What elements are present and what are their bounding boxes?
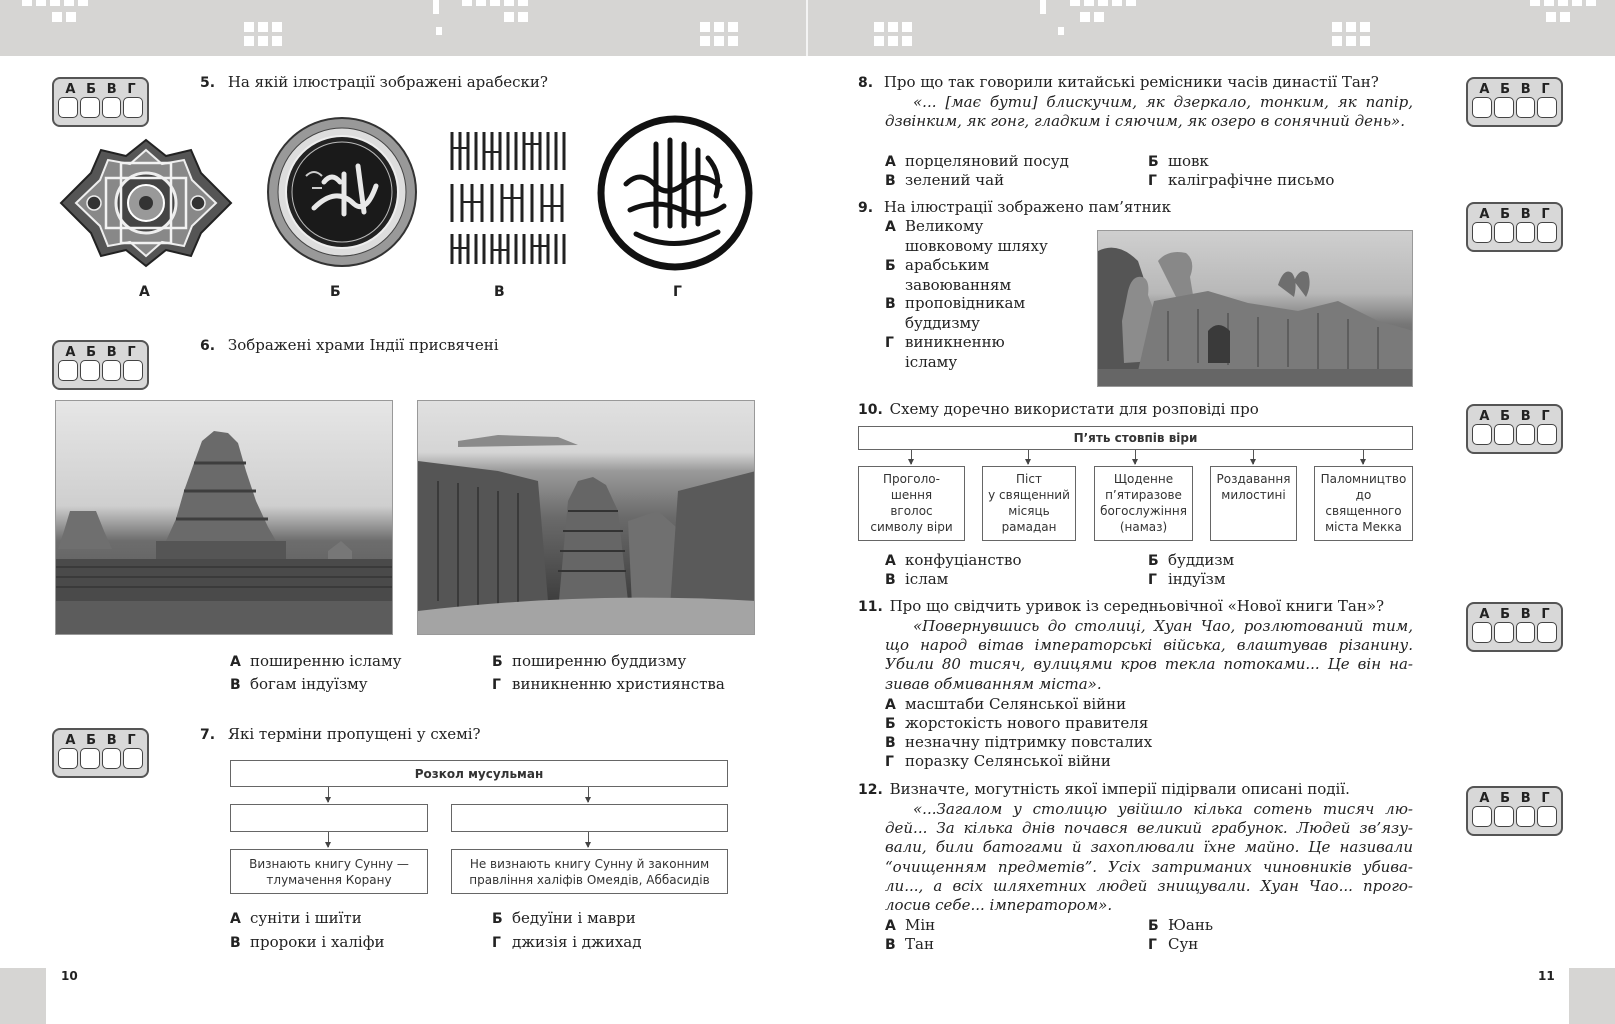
question-6: [200, 336, 499, 356]
answer-letter: Г: [1541, 607, 1550, 622]
scheme-right-description: Не визнають книгу Сунну й законним правління халіфів Омеядів, Аббасидів: [451, 849, 728, 894]
option-letter: Б: [1148, 154, 1159, 170]
q10-option-g[interactable]: [1148, 570, 1226, 590]
answer-letter: А: [1479, 607, 1490, 622]
option-text: індуїзм: [1168, 570, 1226, 588]
q7-option-g[interactable]: [492, 933, 641, 953]
answer-cell-v[interactable]: [102, 360, 122, 381]
option-text: іслам: [905, 570, 949, 588]
q9-option-a[interactable]: [885, 217, 1048, 257]
answer-box-q12[interactable]: [1466, 786, 1563, 836]
answer-box-q7[interactable]: [52, 728, 149, 778]
arrow-down-icon: [1363, 450, 1364, 464]
option-letter: В: [885, 937, 896, 953]
answer-letter: Б: [86, 82, 97, 97]
option-text: Юань: [1168, 916, 1214, 934]
q6-option-b[interactable]: [492, 652, 686, 672]
arrow-down-icon: [1253, 450, 1254, 464]
option-text: конфуціанство: [905, 551, 1022, 569]
pillar-text-line: (намаз): [1119, 520, 1168, 534]
rock-cut-temple-silhouette: [418, 401, 755, 635]
arrow-down-icon: [1135, 450, 1136, 464]
pillar-text-line: до: [1355, 488, 1372, 502]
slavic-ligature-script-image: [448, 122, 570, 268]
answer-letter: А: [1479, 409, 1490, 424]
q8-option-b[interactable]: [1148, 152, 1209, 172]
q6-option-v[interactable]: [230, 675, 368, 695]
arabesque-ornament-image: [56, 138, 236, 268]
q6-option-g[interactable]: [492, 675, 725, 695]
option-letter: В: [230, 677, 241, 693]
answer-cell-b[interactable]: [80, 97, 100, 118]
question-number: 8.: [858, 75, 874, 91]
q11-option-g[interactable]: [885, 752, 1111, 772]
scheme-blank-right: [451, 804, 728, 832]
answer-cell-b[interactable]: [1494, 622, 1514, 643]
temple-photo-gopuram: [55, 400, 393, 635]
question-7: [200, 725, 481, 745]
option-text: зелений чай: [905, 171, 1005, 189]
option-text: шовк: [1168, 152, 1209, 170]
scheme-left-description: Визнають книгу Сунну — тлумачення Корану: [230, 849, 428, 894]
answer-letter: А: [1479, 207, 1490, 222]
pillar-text-line: Піст: [1016, 472, 1042, 486]
pillar-text-line: богослужіння: [1100, 504, 1187, 518]
option-text: шовковому шляху: [905, 237, 1048, 256]
answer-cell-b[interactable]: [1494, 97, 1514, 118]
arrow-down-icon: [1028, 450, 1029, 464]
answer-box-q5[interactable]: [52, 77, 149, 127]
question-number: 7.: [200, 727, 216, 743]
pillar-text-line: рамадан: [1001, 520, 1057, 534]
option-letter: В: [885, 296, 896, 312]
header-dot-pattern: [1080, 12, 1104, 22]
q11-option-v[interactable]: [885, 733, 1152, 753]
header-dot-pattern: [462, 0, 528, 6]
arrow-down-icon: [328, 787, 329, 802]
calligraphy-medallion-image: [266, 116, 418, 268]
answer-letter: А: [65, 733, 76, 748]
answer-letter: Б: [1500, 207, 1511, 222]
image-label-g: Г: [673, 284, 682, 300]
answer-box-q6[interactable]: [52, 340, 149, 390]
answer-letter: Г: [127, 733, 136, 748]
page-header-band-right: [808, 0, 1615, 56]
option-text: каліграфічне письмо: [1168, 171, 1335, 189]
q11-option-b[interactable]: [885, 714, 1148, 734]
question-11: [858, 597, 1413, 617]
option-text: Сун: [1168, 935, 1199, 953]
question-text: Визначте, могутність якої імперії підірвали описані події.: [889, 780, 1350, 798]
option-letter: Г: [492, 935, 501, 951]
answer-cell-g[interactable]: [1537, 97, 1557, 118]
question-number: 12.: [858, 782, 883, 798]
question-9: [858, 198, 1171, 218]
question-8: [858, 73, 1413, 93]
answer-cell-a[interactable]: [58, 360, 78, 381]
header-dot-pattern: [1040, 0, 1046, 14]
answer-cell-b[interactable]: [1494, 806, 1514, 827]
option-letter: Б: [492, 911, 503, 927]
footer-tab-left: [0, 968, 46, 1024]
footer-tab-right: [1569, 968, 1615, 1024]
answer-cell-v[interactable]: [102, 97, 122, 118]
option-text: поширенню ісламу: [250, 652, 402, 670]
q12-option-a[interactable]: [885, 916, 935, 936]
answer-box-q8[interactable]: [1466, 77, 1563, 127]
answer-box-q9[interactable]: [1466, 202, 1563, 252]
answer-letter: А: [65, 345, 76, 360]
image-label-a: А: [139, 284, 150, 300]
pillar-text-line: Проголо-: [883, 472, 940, 486]
q11-option-a[interactable]: [885, 695, 1126, 715]
answer-letter: В: [1520, 207, 1531, 222]
answer-letter: Б: [1500, 82, 1511, 97]
pillar-text-line: вголос: [890, 504, 933, 518]
option-text: богам індуїзму: [250, 675, 368, 693]
answer-letter: Б: [1500, 791, 1511, 806]
option-text: виникненню християнства: [512, 675, 725, 693]
answer-letter: А: [1479, 791, 1490, 806]
option-letter: Г: [1148, 572, 1157, 588]
answer-cell-a[interactable]: [1472, 806, 1492, 827]
q8-option-a[interactable]: [885, 152, 1069, 172]
option-letter: Б: [885, 716, 896, 732]
option-text: виникненню: [905, 333, 1005, 351]
question-text: Про що свідчить уривок із середньовічної «Нової книги Тан»?: [889, 597, 1385, 615]
option-letter: А: [885, 553, 896, 569]
header-dot-pattern: [22, 0, 88, 6]
option-letter: Г: [885, 335, 894, 351]
pillar-text-line: символу віри: [870, 520, 953, 534]
q9-option-b[interactable]: [885, 256, 1011, 296]
silk-road-monument-photo: [1097, 230, 1413, 387]
question-text: На якій ілюстрації зображені арабески?: [227, 73, 548, 91]
arrow-down-icon: [588, 832, 589, 847]
answer-cell-v[interactable]: [1516, 222, 1536, 243]
option-letter: А: [230, 911, 241, 927]
option-text: поразку Селянської війни: [905, 752, 1111, 770]
option-letter: А: [230, 654, 241, 670]
answer-cell-v[interactable]: [1516, 97, 1536, 118]
answer-cell-b[interactable]: [80, 360, 100, 381]
question-number: 10.: [858, 402, 883, 418]
answer-letter: Б: [86, 345, 97, 360]
answer-cell-b[interactable]: [1494, 222, 1514, 243]
answer-letter: В: [1520, 409, 1531, 424]
pillar-text-line: шення: [890, 488, 933, 502]
answer-cell-b[interactable]: [80, 748, 100, 769]
question-12: [858, 780, 1413, 800]
answer-cell-a[interactable]: [1472, 622, 1492, 643]
answer-cell-g[interactable]: [1537, 806, 1557, 827]
answer-cell-g[interactable]: [123, 748, 143, 769]
arrow-down-icon: [328, 832, 329, 847]
q10-option-v[interactable]: [885, 570, 948, 590]
answer-letter: Г: [127, 345, 136, 360]
pillar-box-zakat: [1210, 466, 1297, 541]
pillar-text-line: п’ятиразове: [1105, 488, 1182, 502]
answer-cell-a[interactable]: [1472, 97, 1492, 118]
q8-option-v[interactable]: [885, 171, 1004, 191]
pillar-box-sawm: [982, 466, 1076, 541]
arrow-down-icon: [911, 450, 912, 464]
option-letter: В: [885, 173, 896, 189]
question-number: 6.: [200, 338, 216, 354]
q7-option-v[interactable]: [230, 933, 384, 953]
question-text: Про що так говорили китайські ремісники часів династії Тан?: [883, 73, 1379, 91]
pillar-box-salat: [1094, 466, 1193, 541]
option-letter: Б: [492, 654, 503, 670]
page-number-right: 11: [1538, 969, 1555, 983]
pillar-text-line: милостині: [1221, 488, 1286, 502]
book-spine: [806, 0, 808, 56]
answer-letter: В: [1520, 607, 1531, 622]
answer-letter: А: [65, 82, 76, 97]
answer-cell-v[interactable]: [1516, 622, 1536, 643]
answer-letter: Г: [1541, 409, 1550, 424]
option-text: ісламу: [905, 353, 958, 372]
answer-cell-g[interactable]: [1537, 222, 1557, 243]
option-text: завоюванням: [905, 276, 1012, 295]
q10-option-a[interactable]: [885, 551, 1022, 571]
question-text: Зображені храми Індії присвячені: [227, 336, 499, 354]
option-text: Мін: [905, 916, 936, 934]
pillar-box-shahada: [858, 466, 965, 541]
header-dot-pattern: [1332, 22, 1370, 46]
option-letter: А: [885, 697, 896, 713]
option-text: буддизм: [1168, 551, 1235, 569]
option-text: пророки і халіфи: [250, 933, 385, 951]
pillar-box-hajj: [1314, 466, 1413, 541]
answer-letter: В: [1520, 791, 1531, 806]
q11-quote: «Повернувшись до столиці, Хуан Чао, розлютований тим, що народ вітав імператорські війська, влаштував різанину. Убили 80 тисяч, вулицями кров текла потоками... Це він на-зивав обмиванням міста».: [885, 617, 1413, 693]
option-text: проповідникам: [905, 294, 1026, 312]
q12-option-g[interactable]: [1148, 935, 1198, 955]
option-text: незначну підтримку повсталих: [905, 733, 1153, 751]
temple-silhouette: [56, 401, 393, 635]
header-dot-pattern: [436, 27, 442, 35]
option-letter: Г: [1148, 173, 1157, 189]
answer-letter: Б: [86, 733, 97, 748]
header-dot-pattern: [1058, 27, 1064, 35]
q9-option-g[interactable]: [885, 333, 1005, 373]
answer-cell-v[interactable]: [1516, 424, 1536, 445]
option-letter: А: [885, 918, 896, 934]
answer-letter: В: [1520, 82, 1531, 97]
option-text: Тан: [905, 935, 934, 953]
answer-letter: Г: [127, 82, 136, 97]
page-header-band-left: [0, 0, 806, 56]
q7-option-b[interactable]: [492, 909, 636, 929]
pillar-text-line: місяць: [1008, 504, 1050, 518]
q12-option-v[interactable]: [885, 935, 934, 955]
option-letter: Б: [885, 258, 896, 274]
option-text: Великому: [905, 217, 984, 235]
arrow-down-icon: [588, 787, 589, 802]
question-number: 9.: [858, 200, 874, 216]
pillar-text-line: міста Мекка: [1325, 520, 1402, 534]
option-text: бедуїни і маври: [512, 909, 636, 927]
answer-letter: Б: [1500, 607, 1511, 622]
q6-option-a[interactable]: [230, 652, 401, 672]
option-text: суніти і шиїти: [250, 909, 362, 927]
answer-cell-a[interactable]: [58, 748, 78, 769]
page-number-left: 10: [61, 969, 78, 983]
header-dot-pattern: [700, 22, 738, 46]
option-text: буддизму: [905, 314, 980, 333]
option-text: поширенню буддизму: [512, 652, 687, 670]
pillar-text-line: Роздавання: [1216, 472, 1291, 486]
answer-box-q10[interactable]: [1466, 404, 1563, 454]
q8-option-g[interactable]: [1148, 171, 1334, 191]
image-label-b: Б: [330, 284, 341, 300]
answer-cell-v[interactable]: [1516, 806, 1536, 827]
answer-letter: В: [106, 345, 117, 360]
image-label-v: В: [494, 284, 505, 300]
option-letter: А: [885, 219, 896, 235]
answer-cell-a[interactable]: [1472, 222, 1492, 243]
five-pillars-title-box: П’ять стовпів віри: [858, 426, 1413, 450]
pillar-text-line: священного: [1325, 504, 1402, 518]
temple-photo-kailasa: [417, 400, 755, 635]
header-dot-pattern: [1070, 0, 1136, 6]
header-dot-pattern: [504, 12, 528, 22]
q8-quote: «... [має бути] блискучим, як дзеркало, тонким, як папір, дзвінким, як гонг, гладким і сяючим, як озеро в сонячний день».: [885, 93, 1413, 131]
answer-letter: Г: [1541, 82, 1550, 97]
answer-cell-a[interactable]: [58, 97, 78, 118]
header-dot-pattern: [1530, 0, 1596, 6]
option-letter: Г: [492, 677, 501, 693]
header-dot-pattern: [244, 22, 282, 46]
option-letter: Г: [1148, 937, 1157, 953]
scheme-title-box: Розкол мусульман: [230, 760, 728, 787]
pillar-text-line: Паломництво: [1320, 472, 1407, 486]
answer-cell-a[interactable]: [1472, 424, 1492, 445]
caravan-sculpture-silhouette: [1098, 231, 1413, 387]
option-letter: В: [885, 735, 896, 751]
option-text: арабським: [905, 256, 990, 274]
bismillah-calligraphy-image: [596, 114, 754, 272]
question-number: 11.: [858, 599, 883, 615]
answer-cell-g[interactable]: [123, 97, 143, 118]
question-5: [200, 73, 548, 93]
q10-option-b[interactable]: [1148, 551, 1234, 571]
answer-letter: В: [106, 733, 117, 748]
option-text: джизія і джихад: [512, 933, 642, 951]
question-text: На ілюстрації зображено пам’ятник: [883, 198, 1172, 216]
option-letter: Б: [1148, 918, 1159, 934]
answer-letter: В: [106, 82, 117, 97]
option-letter: А: [885, 154, 896, 170]
option-letter: Г: [885, 754, 894, 770]
scheme-blank-left: [230, 804, 428, 832]
answer-cell-g[interactable]: [1537, 622, 1557, 643]
pillar-text-line: Щоденне: [1113, 472, 1174, 486]
answer-letter: Г: [1541, 207, 1550, 222]
answer-letter: Г: [1541, 791, 1550, 806]
question-number: 5.: [200, 75, 216, 91]
option-letter: В: [230, 935, 241, 951]
question-text: Які терміни пропущені у схемі?: [227, 725, 481, 743]
header-dot-pattern: [874, 22, 912, 46]
option-letter: В: [885, 572, 896, 588]
answer-cell-g[interactable]: [1537, 424, 1557, 445]
q12-quote: «...Загалом у столицю увійшло кілька сотень тисяч лю-дей... За кілька днів почався великий грабунок. Людей зв’язу-вали, били батогами й захоплювали їхне майно. Це називали “очищенням предметів”. Усіх затриманих чиновників убива-ли..., а всіх шляхетних людей знищували. Хуан Чао... прого-лосив себе... імператором».: [885, 800, 1413, 915]
answer-cell-g[interactable]: [123, 360, 143, 381]
question-text: Схему доречно використати для розповіді про: [889, 400, 1259, 418]
option-text: жорстокість нового правителя: [905, 714, 1149, 732]
answer-box-q11[interactable]: [1466, 602, 1563, 652]
q12-option-b[interactable]: [1148, 916, 1213, 936]
q7-option-a[interactable]: [230, 909, 362, 929]
question-10: [858, 400, 1259, 420]
answer-letter: Б: [1500, 409, 1511, 424]
option-letter: Б: [1148, 553, 1159, 569]
answer-cell-b[interactable]: [1494, 424, 1514, 445]
option-text: масштаби Селянської війни: [905, 695, 1127, 713]
header-dot-pattern: [1546, 12, 1570, 22]
pillar-text-line: у священний: [988, 488, 1070, 502]
option-text: порцеляновий посуд: [905, 152, 1069, 170]
header-dot-pattern: [52, 12, 76, 22]
answer-cell-v[interactable]: [102, 748, 122, 769]
answer-letter: А: [1479, 82, 1490, 97]
header-dot-pattern: [433, 0, 439, 14]
q9-option-v[interactable]: [885, 294, 1025, 334]
